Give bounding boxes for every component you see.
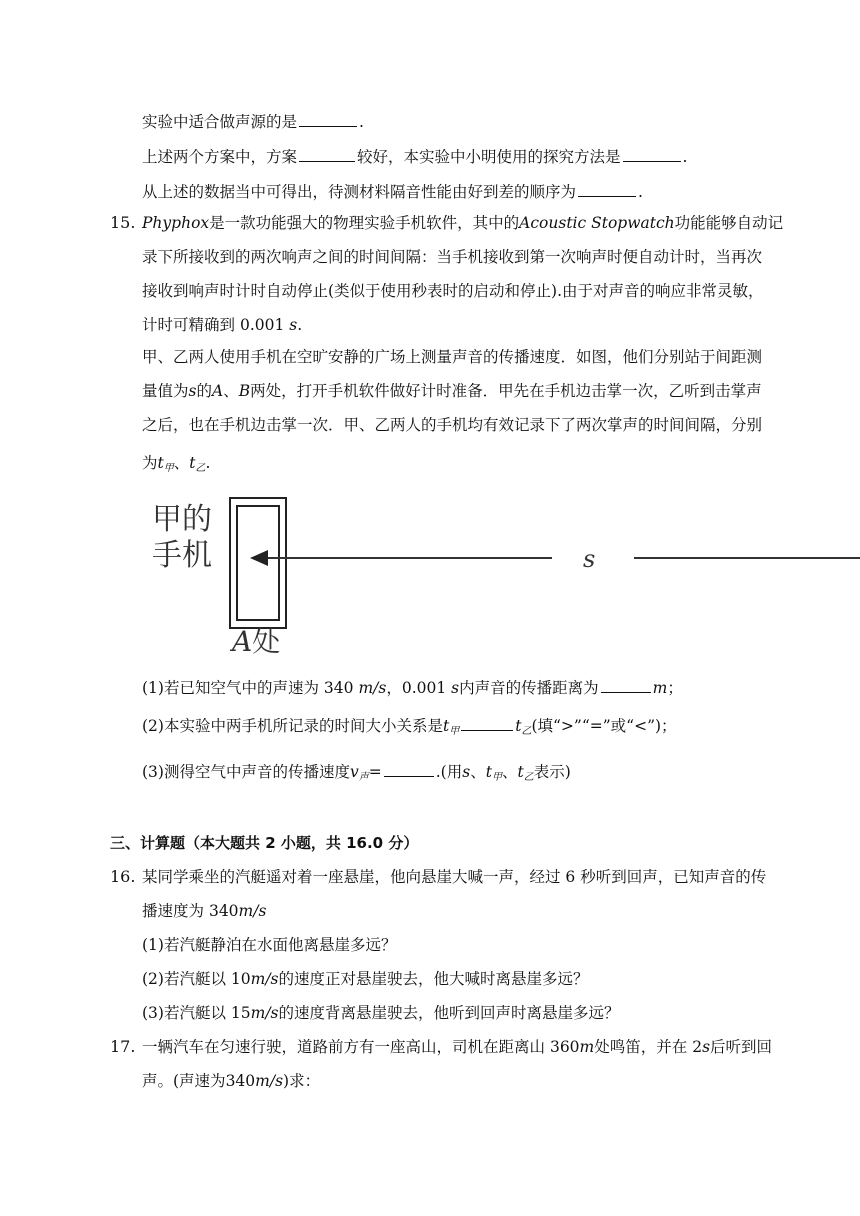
q14-line2: 上述两个方案中，方案 较好，本实验中小明使用的探究方法是 . [142,145,687,168]
q16-number: 16. [110,867,136,886]
q17-para-line1: 一辆汽车在匀速行驶，道路前方有一座高山，司机在距离山 360m处鸣笛，并在 2s后听到回 [142,1038,773,1056]
q16-sub2: (2)若汽艇以 10m/s的速度正对悬崖驶去，他大喊时离悬崖多远？ [142,970,589,988]
figure-label-line2: 手机 [152,538,212,573]
q15-para-line3: 接收到响声时计时自动停止(类似于使用秒表时的启动和停止).由于对声音的响应非常灵敏， [142,282,764,300]
q17-number: 17. [110,1037,136,1056]
q16-para-line2: 播速度为 340m/s [142,902,267,920]
arrow-head-icon [250,550,268,566]
q15-blank-relation[interactable] [461,714,513,731]
q14-line1: 实验中适合做声源的是 . [142,110,364,133]
q15-para-line6: 量值为s的A、B两处，打开手机软件做好计时准备．甲先在手机边击掌一次，乙听到击掌声 [142,382,762,400]
q15-para-line2: 录下所接收到的两次响声之间的时间间隔：当手机接收到第一次响声时便自动计时，当再次 [142,248,763,266]
q15-sub3: (3)测得空气中声音的传播速度$v_声=$ .(用s、$t_甲$、$t_乙$表示) [142,760,571,789]
q15-sub1: (1)若已知空气中的声速为 340 m/s，0.001 s内声音的传播距离为 m； [142,676,683,699]
phone-inner-icon [237,506,279,620]
q15-para-line8: 为$t_甲$、$t_乙$. [142,454,211,474]
phone-outer-icon [230,498,286,628]
q15-figure [140,490,860,660]
q14-blank-method[interactable] [623,145,681,162]
q15-para-line4: 计时可精确到 0.001 s. [142,316,303,334]
q15-para-line7: 之后，也在手机边击掌一次．甲、乙两人的手机均有效记录下了两次掌声的时间间隔，分别 [142,416,763,434]
q16-sub3: (3)若汽艇以 15m/s的速度背离悬崖驶去，他听到回声时离悬崖多远？ [142,1004,620,1022]
q15-para-line1: Phyphox是一款功能强大的物理实验手机软件，其中的Acoustic Stopwatch功能能够自动记 [142,214,784,232]
q15-para-line5: 甲、乙两人使用手机在空旷安静的广场上测量声音的传播速度．如图，他们分别站于间距测 [142,348,763,366]
section-heading-calculation: 三、计算题（本大题共 2 小题，共 16.0 分） [110,834,419,852]
q15-blank-distance[interactable] [601,676,651,693]
q15-blank-speed[interactable] [384,760,434,777]
q17-para-line2: 声。(声速为340m/s)求： [142,1072,321,1090]
q15-sub2: (2)本实验中两手机所记录的时间大小关系是$t_甲$ $t_乙$(填“>”“=”或“<”)； [142,714,677,743]
figure-distance-label: s [583,545,596,573]
q16-para-line1: 某同学乘坐的汽艇遥对着一座悬崖，他向悬崖大喊一声，经过 6 秒听到回声，已知声音的传 [142,868,767,886]
q14-blank-order[interactable] [578,180,636,197]
q15-number: 15. [110,213,136,232]
q16-sub1: (1)若汽艇静泊在水面他离悬崖多远？ [142,936,397,954]
q14-line3: 从上述的数据当中可得出，待测材料隔音性能由好到差的顺序为 . [142,180,643,203]
q14-blank-plan[interactable] [299,145,355,162]
figure-label-line1: 甲的 [152,502,212,537]
q14-blank-sound-source[interactable] [299,110,357,127]
figure-position-label: A处 [232,625,281,658]
